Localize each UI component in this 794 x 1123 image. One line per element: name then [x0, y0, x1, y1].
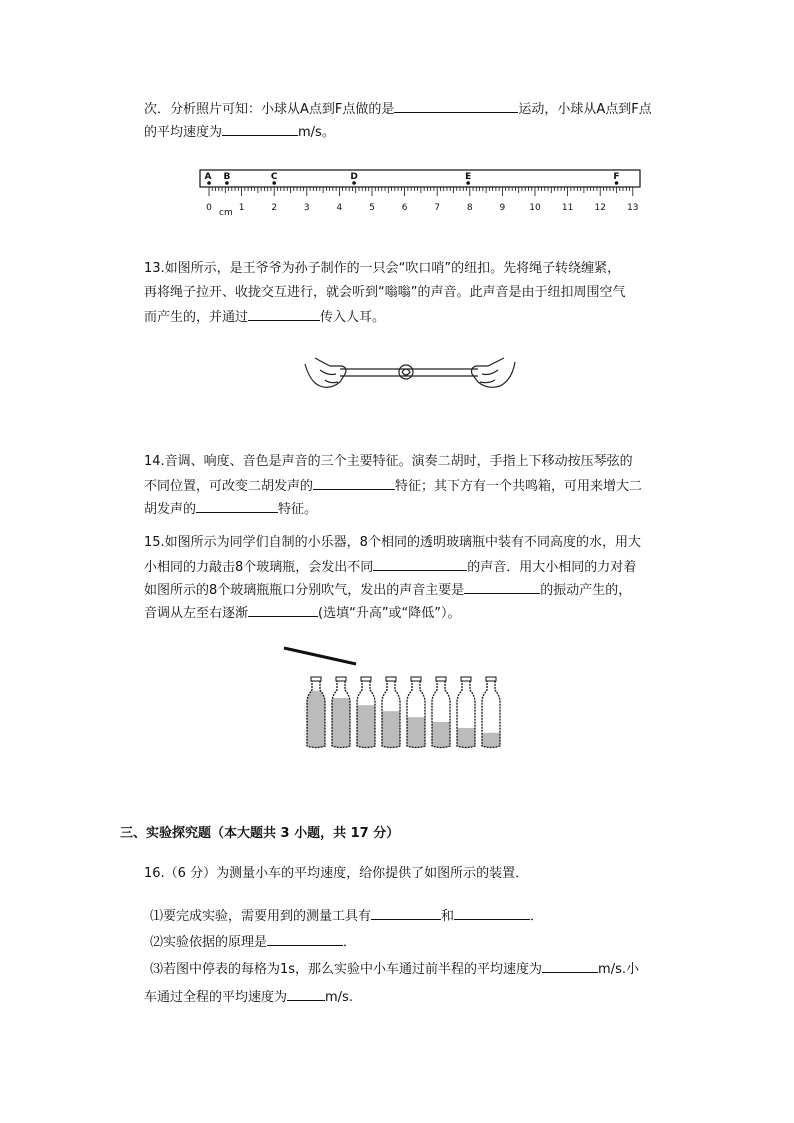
ruler-number: 5	[369, 203, 375, 213]
ruler-unit: cm	[219, 208, 233, 218]
q16-part4: 车通过全程的平均速度为 m/s.	[144, 986, 353, 1008]
ball-position-label: A	[204, 172, 212, 182]
ruler-number: 11	[561, 203, 574, 213]
button-icon	[399, 365, 413, 379]
q16-part3: ⑶若图中停表的每格为1s，那么实验中小车通过前半程的平均速度为 m/s.小	[150, 958, 639, 980]
section-title: 三、实验探究题（本大题共 3 小题，共 17 分）	[120, 826, 400, 841]
ruler-number: 0	[206, 203, 212, 213]
ball-position-label: B	[223, 172, 231, 182]
ruler-number: 8	[466, 203, 473, 213]
ruler-number: 13	[627, 203, 639, 213]
ball-position-label: D	[350, 172, 358, 182]
bottle-mouth	[461, 677, 471, 681]
ruler-number: 1	[238, 203, 245, 213]
q12-line2: 的平均速度为 m/s。	[144, 121, 335, 143]
q15-line3: 如图所示的8个玻璃瓶瓶口分别吹气，发出的声音主要是 的振动产生的，	[144, 579, 631, 601]
q15-line1: 15.如图所示为同学们自制的小乐器，8个相同的透明玻璃瓶中装有不同高度的水，用大	[144, 535, 641, 550]
answer-blank[interactable]	[248, 602, 318, 617]
answer-blank[interactable]	[542, 958, 598, 973]
bottle-mouth	[361, 677, 371, 681]
q13-line1: 13.如图所示，是王爷爷为孙子制作的一只会“吹口哨”的纽扣。先将绳子转绕缠紧，	[144, 261, 621, 276]
ruler-number: 9	[499, 203, 506, 213]
water-fill	[330, 698, 352, 750]
answer-blank[interactable]	[454, 905, 530, 920]
water-fill	[355, 705, 377, 750]
ruler-number: 3	[303, 203, 310, 213]
q13-line2: 再将绳子拉开、收拢交互进行，就会听到“嗡嗡”的声音。此声音是由于纽扣周围空气	[144, 285, 626, 300]
bottles-figure	[280, 644, 510, 754]
answer-blank[interactable]	[313, 475, 395, 490]
ruler-number: 10	[529, 203, 541, 213]
answer-blank[interactable]	[196, 498, 278, 513]
answer-blank[interactable]	[371, 905, 441, 920]
ruler-number: 6	[401, 203, 408, 213]
answer-blank[interactable]	[267, 931, 343, 946]
water-fill	[405, 717, 427, 750]
ruler-body	[200, 170, 640, 187]
q16-intro: 16.（6 分）为测量小车的平均速度，给你提供了如图所示的装置．	[144, 866, 529, 881]
bottle-mouth	[386, 677, 396, 681]
q16-part1: ⑴要完成实验，需要用到的测量工具有 和 ．	[150, 905, 543, 927]
answer-blank[interactable]	[222, 121, 298, 136]
water-fill	[380, 711, 402, 750]
q14-line1: 14.音调、响度、音色是声音的三个主要特征。演奏二胡时，手指上下移动按压琴弦的	[144, 454, 633, 469]
bottle-mouth	[336, 677, 346, 681]
answer-blank[interactable]	[373, 556, 467, 571]
q14-line3: 胡发声的 特征。	[144, 498, 317, 520]
q12-line1: 次．分析照片可知：小球从A点到F点做的是 运动，小球从A点到F点	[144, 98, 652, 120]
ball-position-label: E	[465, 172, 472, 182]
ball-position-label: C	[270, 172, 278, 182]
answer-blank[interactable]	[394, 98, 518, 113]
q15-line2: 小相同的力敲击8个玻璃瓶，会发出不同 的声音．用大小相同的力对着	[144, 556, 636, 578]
button-whistle-figure	[300, 352, 520, 397]
ruler-number: 4	[336, 203, 343, 213]
q16-part2: ⑵实验依据的原理是 ．	[150, 931, 356, 953]
striking-stick	[284, 648, 356, 664]
ball-position-label: F	[613, 172, 620, 182]
bottle-mouth	[311, 677, 321, 681]
water-fill	[305, 691, 327, 750]
bottle-mouth	[411, 677, 421, 681]
q14-line2: 不同位置，可改变二胡发声的 特征；其下方有一个共鸣箱，可用来增大二	[144, 475, 642, 497]
answer-blank[interactable]	[287, 986, 325, 1001]
q15-line4: 音调从左至右逐渐 (选填“升高”或“降低”）。	[144, 602, 461, 624]
ruler-figure	[200, 168, 650, 228]
bottle-mouth	[486, 677, 496, 681]
ruler-number: 12	[594, 203, 606, 213]
answer-blank[interactable]	[464, 579, 540, 594]
q13-line3: 而产生的，并通过 传入人耳。	[144, 306, 385, 328]
ruler-number: 7	[434, 203, 441, 213]
answer-blank[interactable]	[248, 306, 320, 321]
bottle-mouth	[436, 677, 446, 681]
ruler-number: 2	[271, 203, 278, 213]
